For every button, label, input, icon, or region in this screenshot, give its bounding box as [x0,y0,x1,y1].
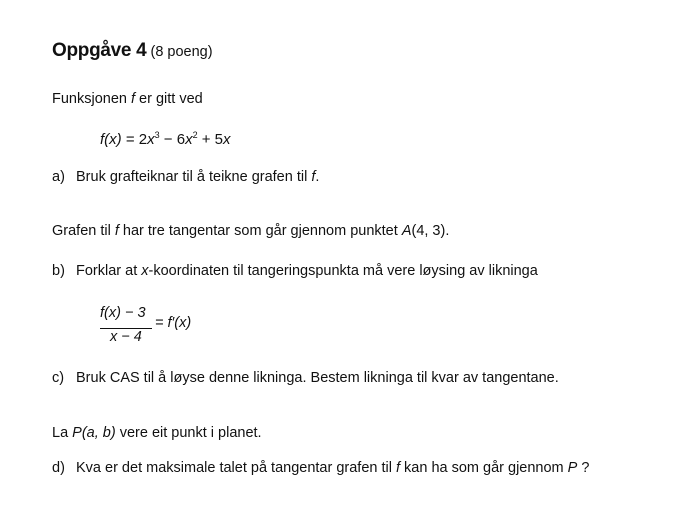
intro-text: Funksjonen [52,91,131,107]
part-c [52,370,559,386]
part-a [52,169,319,185]
part-d-point: P [567,460,578,476]
intro-sentence [52,91,203,107]
task-title: Oppgåve 4 [52,40,147,61]
part-d-var: f [395,460,401,476]
eq-exp: 2 [192,130,198,140]
part-b-var: x [141,263,149,279]
intro-text-after: er gitt ved [135,91,203,107]
part-c-text: Bruk CAS til å løyse denne likninga. Bestem likninga til kvar av tangentane. [76,370,559,386]
tangent-end: . [445,223,450,239]
tangent-text: Grafen til [52,223,115,239]
point-p-coords: (a, b) [81,425,116,441]
eq-var: x [185,131,193,148]
fraction-numerator: f(x) − 3 [100,305,146,321]
part-a-label: a) [52,169,65,185]
function-equation [100,130,231,148]
task-heading [52,40,213,62]
part-b-label: b) [52,263,65,279]
part-d-text-mid: kan ha som går gjennom [400,460,568,476]
part-a-text: Bruk grafteiknar til å teikne grafen til [76,169,312,185]
part-a-var: f [311,169,316,185]
fraction-denominator: x − 4 [110,329,142,345]
part-b-text: Forklar at [76,263,142,279]
part-d-text: Kva er det maksimale talet på tangentar grafen til [76,460,396,476]
eq-part: = 2 [121,131,148,148]
eq-part: − 6 [159,131,186,148]
part-b [52,263,538,279]
eq-exp: 3 [154,130,160,140]
part-b-text-after: -koordinaten til tangeringspunkta må vere løysing av likninga [148,263,538,279]
tangent-sentence [52,223,449,239]
fraction-rhs: = f′(x) [155,315,192,331]
p-text-after: vere eit punkt i planet. [115,425,262,441]
point-p: P [72,425,82,441]
point-a-coords: (4, 3) [411,223,446,239]
task-points: (8 poeng) [150,44,213,60]
p-text: La [52,425,73,441]
eq-var: x [223,131,231,148]
tangent-var: f [114,223,119,239]
part-d-label: d) [52,460,65,476]
part-d [52,460,589,476]
eq-part: + 5 [197,131,224,148]
tangent-text: har tre tangentar som går gjennom punktet [118,223,402,239]
eq-var: x [147,131,155,148]
part-a-end: . [315,169,320,185]
p-sentence [52,425,262,441]
eq-lhs: f(x) [100,131,122,148]
point-a: A [401,223,412,239]
intro-var: f [131,91,136,107]
part-c-label: c) [52,370,65,386]
part-d-end: ? [577,460,590,476]
